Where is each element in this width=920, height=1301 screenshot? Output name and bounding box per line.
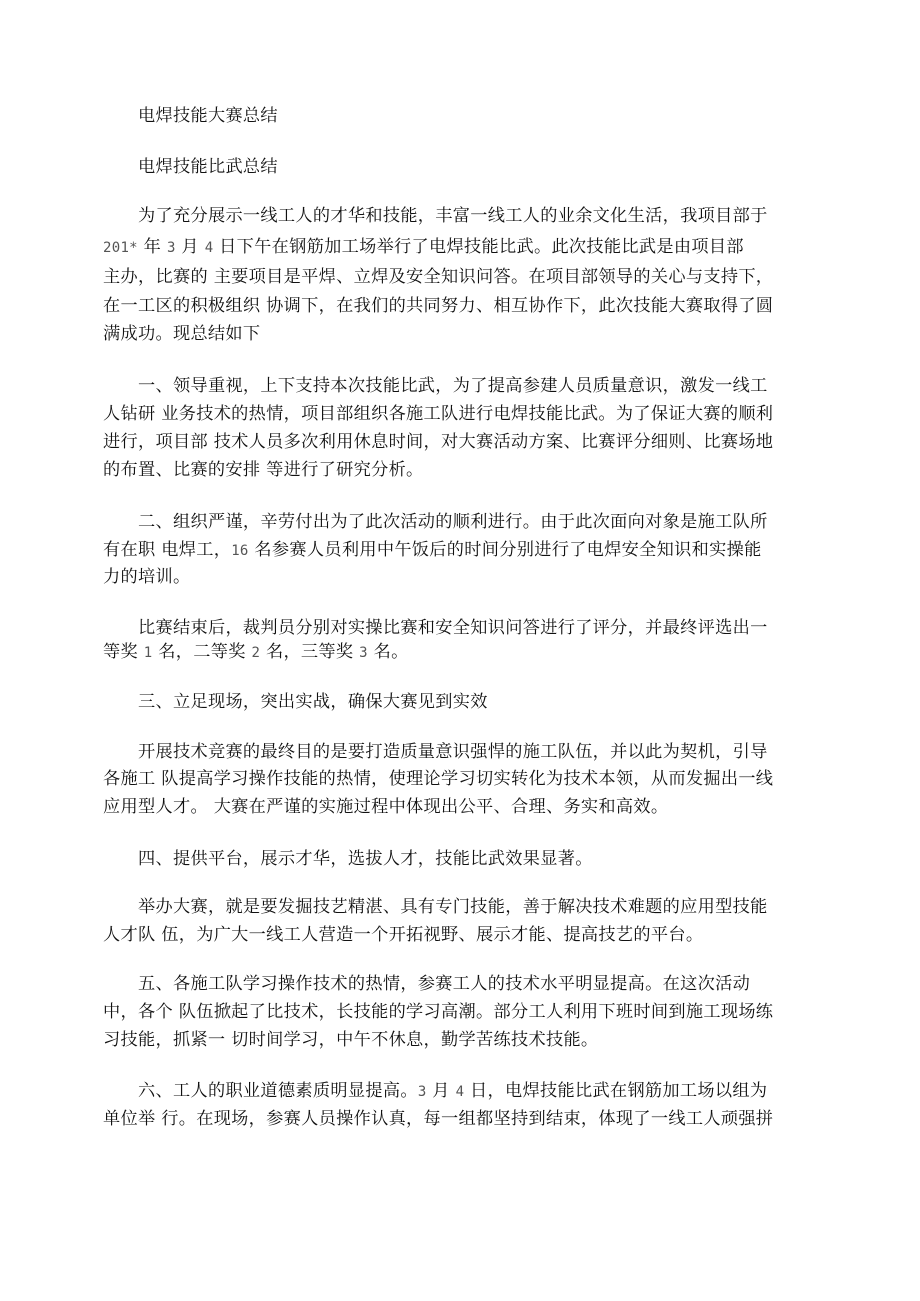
- body-text: 主办，比赛的 主要项目是平焊、立焊及安全知识问答。在项目部领导的关心与支持下，: [103, 267, 774, 287]
- body-text: 在一工区的积极组织 协调下，在我们的共同努力、相互协作下，此次技能大赛取得了圆: [103, 296, 774, 316]
- text-line: [103, 539, 823, 562]
- number-text: 3: [359, 645, 368, 661]
- text-line: [138, 896, 858, 918]
- text-line: [103, 796, 823, 818]
- body-text: 举办大赛，就是要发掘技艺精湛、具有专门技能，善于解决技术难题的应用型技能: [138, 897, 768, 917]
- body-text: 六、工人的职业道德素质明显提高。: [138, 1081, 418, 1101]
- number-text: 3: [417, 1084, 427, 1100]
- body-text: 进行，项目部 技术人员多次利用休息时间，对大赛活动方案、比赛评分细则、比赛场地: [103, 432, 774, 452]
- number-text: 4: [455, 1084, 465, 1100]
- text-line: [138, 691, 858, 713]
- body-text: 日下午在钢筋加工场举行了电焊技能比武。此次技能比武是由项目部: [213, 237, 744, 257]
- text-line: [103, 1108, 823, 1130]
- body-text: 力的培训。: [103, 567, 191, 587]
- body-text: 五、各施工队学习操作技术的热情，参赛工人的技术水平明显提高。在这次活动: [138, 974, 751, 994]
- body-text: 中，各个 队伍掀起了比技术，长技能的学习高潮。部分工人利用下班时间到施工现场练: [103, 1002, 774, 1022]
- text-line: [138, 375, 858, 397]
- text-line: [103, 403, 823, 425]
- text-line: [138, 205, 858, 227]
- text-line: [103, 566, 823, 588]
- document-subtitle: 电焊技能比武总结: [138, 157, 278, 177]
- body-text: 名，二等奖: [152, 642, 252, 662]
- body-text: 月: [426, 1081, 456, 1101]
- body-text: 四、提供平台，展示才华，选拔人才，技能比武效果显著。: [138, 849, 593, 869]
- body-text: 名参赛人员利用中午饭后的时间分别进行了电焊安全知识和实操能: [248, 540, 762, 560]
- number-text: 201*: [103, 240, 138, 256]
- body-text: 月: [175, 237, 205, 257]
- body-text: 比赛结束后，裁判员分别对实操比赛和安全知识问答进行了评分，并最终评选出一: [138, 618, 768, 638]
- text-line: [138, 973, 858, 995]
- body-text: 名。: [367, 642, 409, 662]
- body-text: 为了充分展示一线工人的才华和技能，丰富一线工人的业余文化生活，我项目部于: [138, 206, 768, 226]
- document-title: 电焊技能大赛总结: [138, 106, 278, 126]
- text-line: [103, 266, 823, 288]
- number-text: 4: [204, 240, 214, 256]
- text-line: [103, 641, 823, 664]
- number-text: 16: [231, 543, 249, 559]
- body-text: 日，电焊技能比武在钢筋加工场以组为: [464, 1081, 768, 1101]
- body-text: 二、组织严谨，辛劳付出为了此次活动的顺利进行。由于此次面向对象是施工队所: [138, 512, 768, 532]
- text-line: [103, 1029, 823, 1051]
- body-text: 三、立足现场，突出实战，确保大赛见到实效: [138, 692, 488, 712]
- text-line: [103, 924, 823, 946]
- text-line: [138, 741, 858, 763]
- text-line: [138, 511, 858, 533]
- text-line: [103, 295, 823, 317]
- body-text: 习技能，抓紧一 切时间学习，中午不休息，勤学苦练技术技能。: [103, 1030, 599, 1050]
- body-text: 一、领导重视，上下支持本次技能比武，为了提高参建人员质量意识，激发一线工: [138, 376, 768, 396]
- body-text: 年: [137, 237, 167, 257]
- text-line: [103, 323, 823, 345]
- body-text: 的布置、比赛的安排 等进行了研究分析。: [103, 460, 424, 480]
- body-text: 有在职 电焊工，: [103, 540, 232, 560]
- body-text: 各施工 队提高学习操作技能的热情，使理论学习切实转化为技术本领，从而发掘出一线: [103, 769, 774, 789]
- body-text: 名，三等奖: [260, 642, 360, 662]
- body-text: 应用型人才。 大赛在严谨的实施过程中体现出公平、合理、务实和高效。: [103, 797, 669, 817]
- number-text: 3: [166, 240, 176, 256]
- text-line: [138, 848, 858, 870]
- body-text: 人才队 伍，为广大一线工人营造一个开拓视野、展示才能、提高技艺的平台。: [103, 925, 704, 945]
- text-line: [138, 1080, 858, 1103]
- body-text: 满成功。现总结如下: [103, 324, 261, 344]
- body-text: 开展技术竞赛的最终目的是要打造质量意识强悍的施工队伍，并以此为契机，引导: [138, 742, 768, 762]
- number-text: 1: [143, 645, 153, 661]
- body-text: 单位举 行。在现场，参赛人员操作认真，每一组都坚持到结束，体现了一线工人顽强拼: [103, 1109, 774, 1129]
- text-line: [103, 1001, 823, 1023]
- number-text: 2: [251, 645, 261, 661]
- text-line: [103, 236, 823, 259]
- body-text: 等奖: [103, 642, 144, 662]
- body-text: 人钻研 业务技术的热情，项目部组织各施工队进行电焊技能比武。为了保证大赛的顺利: [103, 404, 774, 424]
- text-line: [103, 431, 823, 453]
- text-line: [138, 617, 858, 639]
- text-line: [103, 459, 823, 481]
- text-line: [103, 768, 823, 790]
